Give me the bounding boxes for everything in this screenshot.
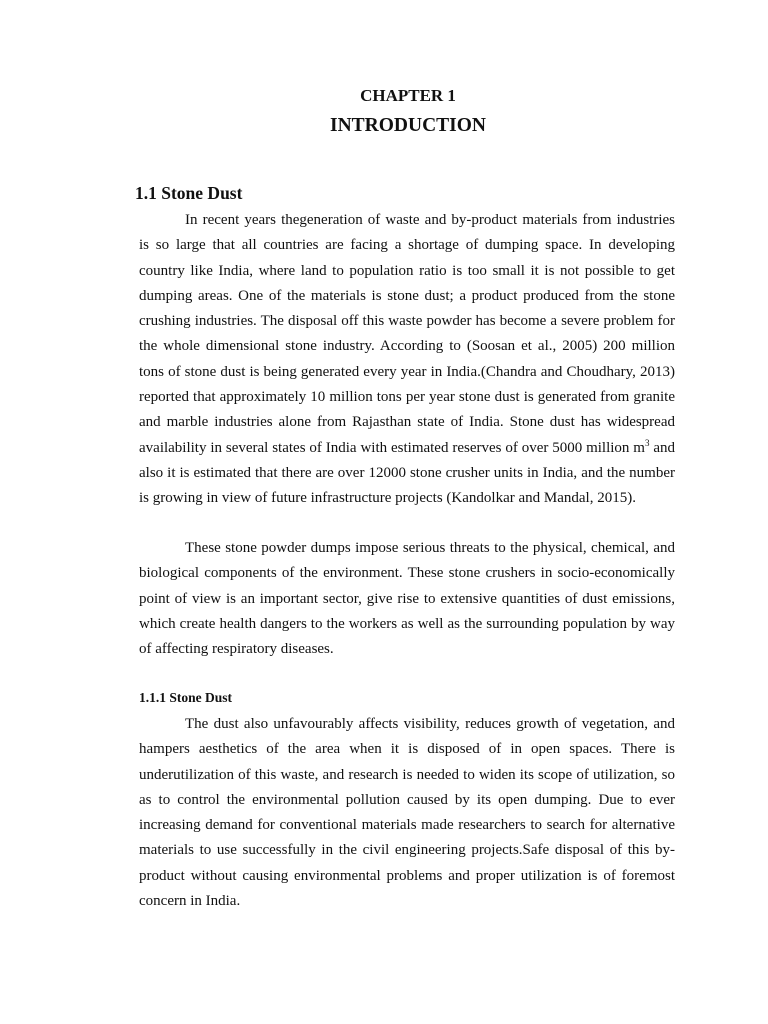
paragraph-1-text-a: In recent years thegeneration of waste and by-product materials from industries is so large that all countries are facing a shortage of dumping space. In developing country like India, where land to population ratio is too small it is not possible to get dumping areas. One of the materials is stone dust; a product produced from the stone crushing industries. The disposal off this waste powder has become a severe problem for the whole dimensional stone industry. According to (Soosan et al., 2005) 200 million tons of stone dust is being generated every year in India.(Chandra and Choudhary, 2013) reported that approximately 10 million tons per year stone dust is generated from granite and marble industries alone from Rajasthan state of India. Stone dust has widespread availability in several states of India with estimated reserves of over 5000 million m — [139, 212, 675, 456]
chapter-label: CHAPTER 1 — [360, 86, 456, 105]
section-heading: 1.1 Stone Dust — [135, 183, 243, 203]
subsection-heading: 1.1.1 Stone Dust — [139, 690, 233, 705]
subsection-paragraph-text: The dust also unfavourably affects visibility, reduces growth of vegetation, and hampers aesthetics of the area when it is disposed of in open spaces. There is underutilization of this waste, and research is needed to widen its scope of utilization, so as to control the environmental pollution caused by its open dumping. Due to ever increasing demand for conventional materials made researchers to search for alternative materials to use successfully in the civil engineering projects.Safe disposal of this by-product without causing environmental problems and proper utilization is of foremost concern in India. — [139, 716, 675, 910]
section-paragraph-2 — [139, 536, 675, 662]
paragraph-1-text-b: and also it is estimated that there are over 12000 stone crusher units in India, and the number is growing in view of future infrastructure projects (Kandolkar and Mandal, 2015). — [139, 439, 675, 507]
cubic-superscript: 3 — [644, 437, 650, 448]
section-paragraph-1 — [139, 208, 675, 512]
subsection-paragraph — [139, 712, 675, 914]
paragraph-2-text: These stone powder dumps impose serious threats to the physical, chemical, and biological components of the environment. These stone crushers in socio-economically point of view is an important sector, give rise to extensive quantities of dust emissions, which create health dangers to the workers as well as the surrounding population by way of affecting respiratory diseases. — [139, 540, 675, 658]
chapter-title: INTRODUCTION — [329, 115, 487, 136]
